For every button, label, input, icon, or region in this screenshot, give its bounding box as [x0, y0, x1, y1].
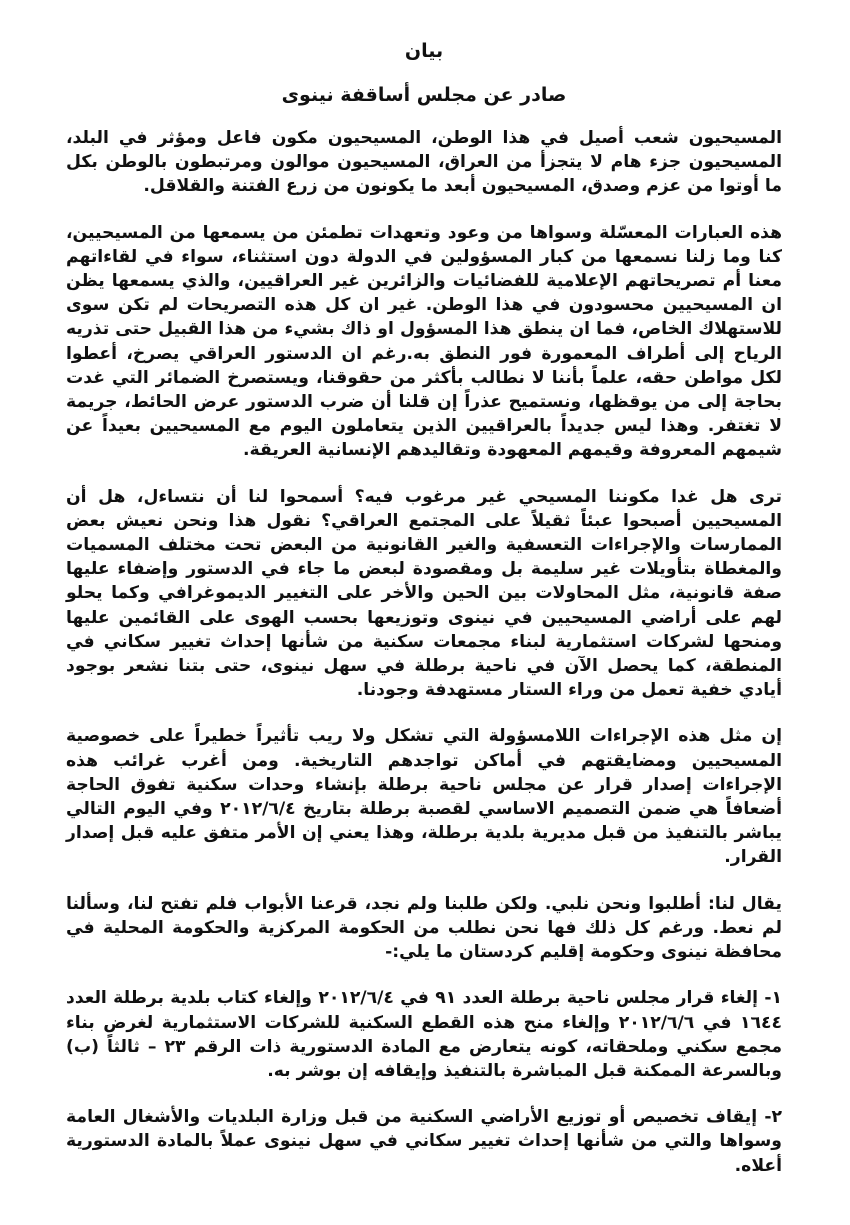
- paragraph-measures: إن مثل هذه الإجراءات اللامسؤولة التي تشكل ولا ريب تأثيراً خطيراً على خصوصية المسيحيين ومضايقتهم في أماكن تواجدهم التاريخية. ومن أغرب غرائب هذه الإجراءات إصدار قرار عن مجلس ناحية برطلة بإنشاء وحدات سكنية تفوق الحاجة أضعافاً هي ضمن التصميم الاساسي لقصبة برطلة بتاريخ ٢٠١٢/٦/٤ وفي اليوم التالي يباشر بالتنفيذ من قبل مديرية بلدية برطلة، وهذا يعني إن الأمر متفق عليه قبل إصدار القرار.: [66, 726, 783, 868]
- request-item-1: ١- إلغاء قرار مجلس ناحية برطلة العدد ٩١ في ٢٠١٢/٦/٤ وإلغاء كتاب بلدية برطلة العدد ١٦٤٤ في ٢٠١٢/٦/٦ وإلغاء منح هذه القطع السكنية للشركات الاستثمارية لغرض بناء مجمع سكني وملحقاته، كونه يتعارض مع المادة الدستورية ذات الرقم ٢٣ – ثالثاً (ب) وبالسرعة الممكنة قبل المباشرة بالتنفيذ وإيقافه إن بوشر به.: [66, 988, 782, 1081]
- paragraph-question: ترى هل غدا مكوننا المسيحي غير مرغوب فيه؟ أسمحوا لنا أن نتساءل، هل أن المسيحيين أصبحوا عبئاً ثقيلاً على المجتمع العراقي؟ نقول هذا ونحن نعيش بعض الممارسات والإجراءات التعسفية والغير القانونية من البعض تحت مختلف المسميات والمغطاة بتأويلات غير سليمة بل ومقصودة لبعض ما جاء في الدستور وإضفاء عليها صفة قانونية، مثل المحاولات بين الحين والأخر على التغيير الديموغرافي وكما يحلو لهم على أراضي المسيحيين في نينوى وتوزيعها بحسب الهوى على القائمين عليها ومنحها لشركات استثمارية لبناء مجمعات سكنية من شأنها إحداث تغيير سكاني في المنطقة، كما يحصل الآن في ناحية برطلة في سهل نينوى، حتى بتنا نشعر بوجود أيادي خفية تعمل من وراء الستار مستهدفة وجودنا.: [66, 486, 782, 701]
- document-title: بيان: [404, 40, 444, 62]
- request-item-2: ٢- إيقاف تخصيص أو توزيع الأراضي السكنية من قبل وزارة البلديات والأشغال العامة وسواها والتي من شأنها إحداث تغيير سكاني في سهل نينوى عملاً بالمادة الدستورية أعلاه.: [66, 1107, 782, 1176]
- paragraph-statements: هذه العبارات المعسّلة وسواها من وعود وتعهدات تطمئن من يسمعها من المسيحيين، كنا وما زلنا نسمعها من كبار المسؤولين في الدولة دون استثناء، سواء في لقاءاتهم معنا أم تصريحاتهم الإعلامية للفضائيات والزائرين غير العراقيين، والذي يسمعها يظن ان المسيحيين محسودون في هذا الوطن. غير ان كل هذه التصريحات لم تكن سوى للاستهلاك الخاص، فما ان ينطق هذا المسؤول او ذاك بشيء من هذا القبيل حتى تذريه الرياح إلى أطراف المعمورة فور النطق به.رغم ان الدستور العراقي يصرخ، أعطوا لكل مواطن حقه، علماً بأننا لا نطالب بأكثر من حقوقنا، ويستصرخ الضمائر التي غدت بحاجة إلى من يوقظها، ونستميح عذراً إن قلنا أن ضرب الدستور عرض الحائط، جريمة لا تغتفر. وهذا ليس جديداً بالعراقيين الذين يتعاملون اليوم مع المسيحيين بعيداً عن شيمهم المعروفة وقيمهم المعهودة وتقاليدهم الإنسانية العريقة.: [66, 222, 782, 461]
- paragraph-requests-intro: يقال لنا: أطلبوا ونحن نلبي. ولكن طلبنا ولم نجد، قرعنا الأبواب فلم تفتح لنا، وسألنا لم نعط. ورغم كل ذلك فها نحن نطلب من الحكومة المركزية والحكومة المحلية في محافظة نينوى وحكومة إقليم كردستان ما يلي:-: [66, 893, 782, 963]
- paragraph-intro: المسيحيون شعب أصيل في هذا الوطن، المسيحيون مكون فاعل ومؤثر في البلد، المسيحيون جزء هام لا يتجزأ من العراق، المسيحيون موالون ومرتبطون بالوطن بكل ما أوتوا من عزم وصدق، المسيحيون أبعد ما يكونون من زرع الفتنة والقلاقل.: [66, 128, 782, 197]
- document-subtitle: صادر عن مجلس أساقفة نينوى: [281, 84, 567, 106]
